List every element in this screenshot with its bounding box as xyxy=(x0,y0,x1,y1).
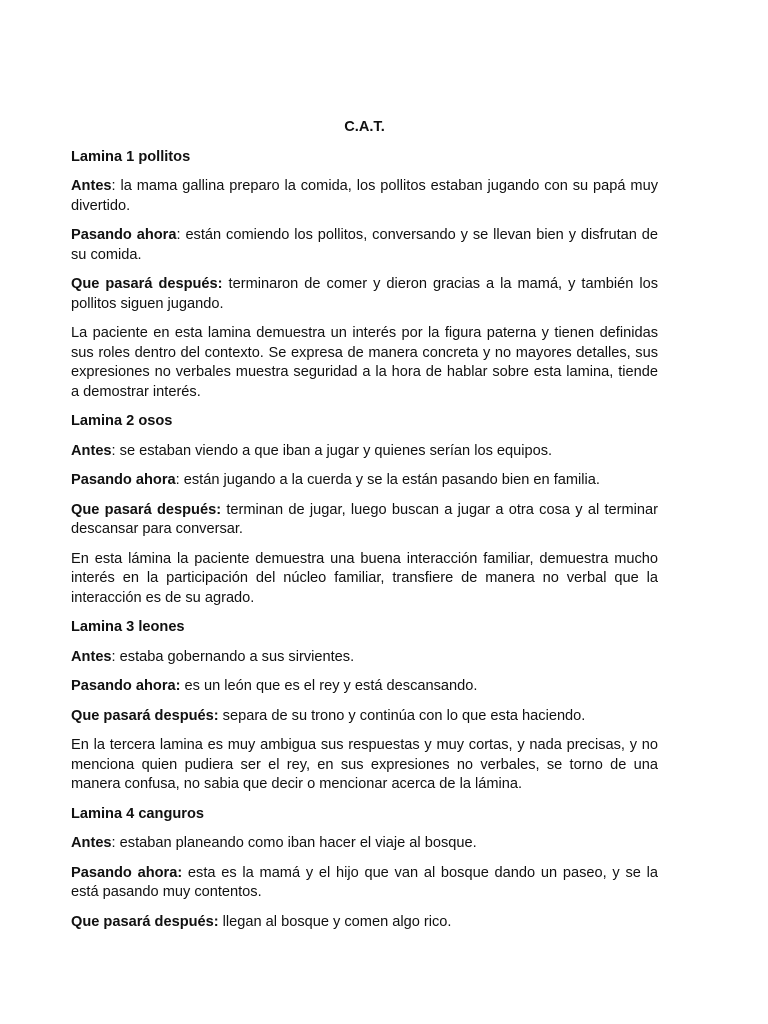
ahora-text: es un león que es el rey y está descansando. xyxy=(180,678,478,694)
antes-text: : se estaban viendo a que iban a jugar y quienes serían los equipos. xyxy=(111,442,553,459)
document-page xyxy=(71,118,658,942)
paragraph-ahora-1 xyxy=(71,226,658,265)
paragraph-despues-4 xyxy=(71,913,658,933)
despues-text: separa de su trono y continúa con lo que esta haciendo. xyxy=(218,707,586,724)
section-heading-lamina-1: Lamina 1 pollitos xyxy=(71,148,191,165)
section-heading-lamina-2: Lamina 2 osos xyxy=(71,413,173,429)
ahora-text: : están comiendo los pollitos, conversando y se llevan bien y disfrutan de su comida. xyxy=(71,227,659,263)
despues-label: Que pasará después: xyxy=(71,501,222,518)
ahora-text: : están jugando a la cuerda y se la están pasando bien en familia. xyxy=(175,472,600,488)
section-heading-lamina-3: Lamina 3 leones xyxy=(71,619,185,635)
paragraph-ahora-3 xyxy=(71,677,658,697)
despues-text: terminan de jugar, luego buscan a jugar a otra cosa y al terminar descansar para conversar. xyxy=(71,501,658,537)
paragraph-analysis-3: En la tercera lamina es muy ambigua sus respuestas y muy cortas, y nada precisas, y no menciona quien pudiera ser el rey, en sus expresiones no verbales, se torno de una manera confusa, no sabia que decir o mencionar acerca de la lámina. xyxy=(71,737,658,792)
ahora-text: esta es la mamá y el hijo que van al bosque dando un paseo, y se la está pasando muy contentos. xyxy=(71,864,658,900)
paragraph-antes-2 xyxy=(71,442,658,462)
ahora-label: Pasando ahora: xyxy=(71,678,181,694)
paragraph-ahora-4 xyxy=(71,864,658,903)
antes-label: Antes xyxy=(71,648,112,665)
antes-label: Antes xyxy=(71,178,112,194)
paragraph-antes-3 xyxy=(71,648,658,668)
paragraph-analysis-1: La paciente en esta lamina demuestra un interés por la figura paterna y tienen definidas sus roles dentro del contexto. Se expresa de manera concreta y no mayores detalles, sus expresiones no verbales muestra seguridad a la hora de hablar sobre esta lamina, tiende a demostrar interés. xyxy=(71,325,658,400)
paragraph-despues-1 xyxy=(71,275,658,314)
section-heading-lamina-4: Lamina 4 canguros xyxy=(71,805,205,822)
despues-label: Que pasará después: xyxy=(71,276,223,292)
antes-text: : estaba gobernando a sus sirvientes. xyxy=(111,648,355,665)
antes-label: Antes xyxy=(71,835,112,851)
ahora-label: Pasando ahora xyxy=(71,227,177,243)
ahora-label: Pasando ahora xyxy=(71,472,176,488)
ahora-label: Pasando ahora: xyxy=(71,864,183,881)
despues-text: llegan al bosque y comen algo rico. xyxy=(218,913,452,930)
paragraph-despues-2 xyxy=(71,501,658,540)
antes-label: Antes xyxy=(71,442,112,459)
paragraph-ahora-2 xyxy=(71,471,658,491)
paragraph-despues-3 xyxy=(71,707,658,727)
despues-label: Que pasará después: xyxy=(71,913,219,930)
despues-text: terminaron de comer y dieron gracias a la mamá, y también los pollitos siguen jugando. xyxy=(71,276,659,312)
paragraph-analysis-2: En esta lámina la paciente demuestra una buena interacción familiar, demuestra mucho interés en la participación del núcleo familiar, transfiere de manera no verbal que la interacción es de su agrado. xyxy=(71,550,658,606)
paragraph-antes-4 xyxy=(71,834,658,854)
document-title: C.A.T. xyxy=(344,119,385,135)
antes-text: : la mama gallina preparo la comida, los pollitos estaban jugando con su papá muy divertido. xyxy=(71,178,658,214)
paragraph-antes-1 xyxy=(71,177,658,216)
antes-text: : estaban planeando como iban hacer el viaje al bosque. xyxy=(111,835,477,851)
despues-label: Que pasará después: xyxy=(71,707,219,724)
